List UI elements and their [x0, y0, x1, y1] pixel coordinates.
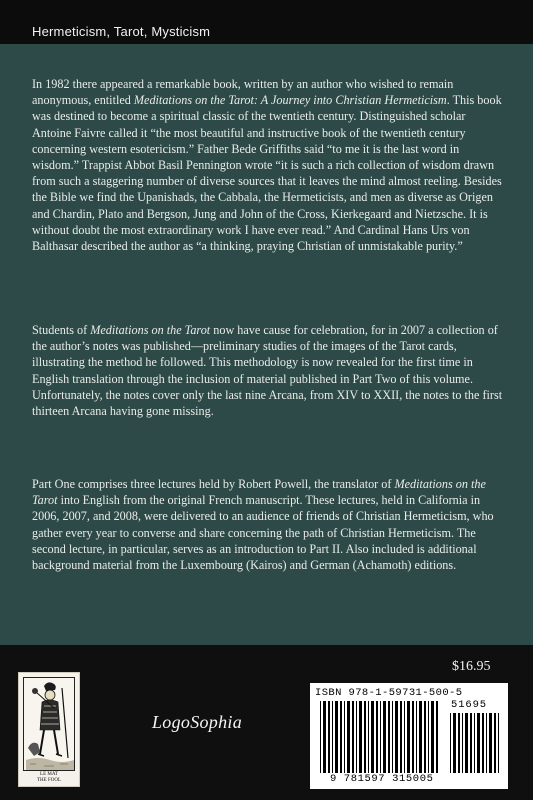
publisher-logo: LogoSophia [152, 712, 243, 732]
book-title: Meditations on the Tarot [32, 477, 486, 508]
isbn-label: ISBN 978-1-59731-500-5 [315, 687, 463, 699]
category-label: Hermeticism, Tarot, Mysticism [32, 24, 211, 39]
top-bar [0, 0, 533, 44]
card-caption: LE MAT THE FOOL [36, 772, 62, 783]
book-title: Meditations on the Tarot [90, 323, 211, 337]
isbn-barcode [310, 683, 508, 789]
description-paragraph-2: Students of Meditations on the Tarot now have cause for celebration, for in 2007 a collection of the author’s notes was published—preliminary studies of the images of the Tarot cards, illustrating the method he followed. This methodology is now revealed for the first time in English translation through the inclusion of material published in Part Two of this volume. Unfortunately, the notes cover only the last nine Arcana, from XIV to XXII, the notes to the first thirteen Arcana having gone missing. [32, 323, 503, 419]
addon-digits: 51695 [451, 699, 488, 711]
fool-figure-icon [24, 678, 75, 771]
description-paragraph-3: Part One comprises three lectures held by Robert Powell, the translator of Meditations on the Tarot into English from the original French manuscript. These lectures, held in California in 2006, 2007, and 2008, were delivered to an audience of friends of Christian Hermeticism, who gather every year to converse and share concerning the path of Christian Hermeticism. The second lecture, in particular, serves as an introduction to Part II. Also included is additional background material from the Luxembourg (Kairos) and German (Achamoth) editions. [32, 477, 494, 573]
barcode-digits: 9 781597 315005 [330, 773, 434, 785]
description-paragraph-1: In 1982 there appeared a remarkable book, written by an author who wished to remain anonymous, entitled Meditations on the Tarot: A Journey into Christian Hermeticism. This book was destined to become a spiritual classic of the twentieth century. Distinguished scholar Antoine Faivre called it “the most beautiful and instructive book of the twentieth century concerning western esotericism.” Father Bede Griffiths said “to me it is the last word in wisdom.” Trappist Abbot Basil Pennington wrote “it is such a rich collection of wisdom drawn from such a staggering number of diverse sources that it leaves the mind almost reeling. Besides the Bible we find the Upanishads, the Cabbala, the Hermeticists, and men as diverse as Origen and Chardin, Plato and Bergson, Jung and John of the Cross, Kierkegaard and Nietzsche. It is without doubt the most extraordinary work I have ever read.” And Cardinal Hans Urs von Balthasar described the author as “a thinking, praying Christian of unmistakable purity.” [32, 77, 502, 254]
book-title: Meditations on the Tarot: A Journey into Christian Hermeticism [133, 93, 447, 108]
tarot-card-image [18, 672, 80, 787]
fool-card-illustration [23, 677, 75, 771]
price-label: $16.95 [452, 659, 491, 674]
